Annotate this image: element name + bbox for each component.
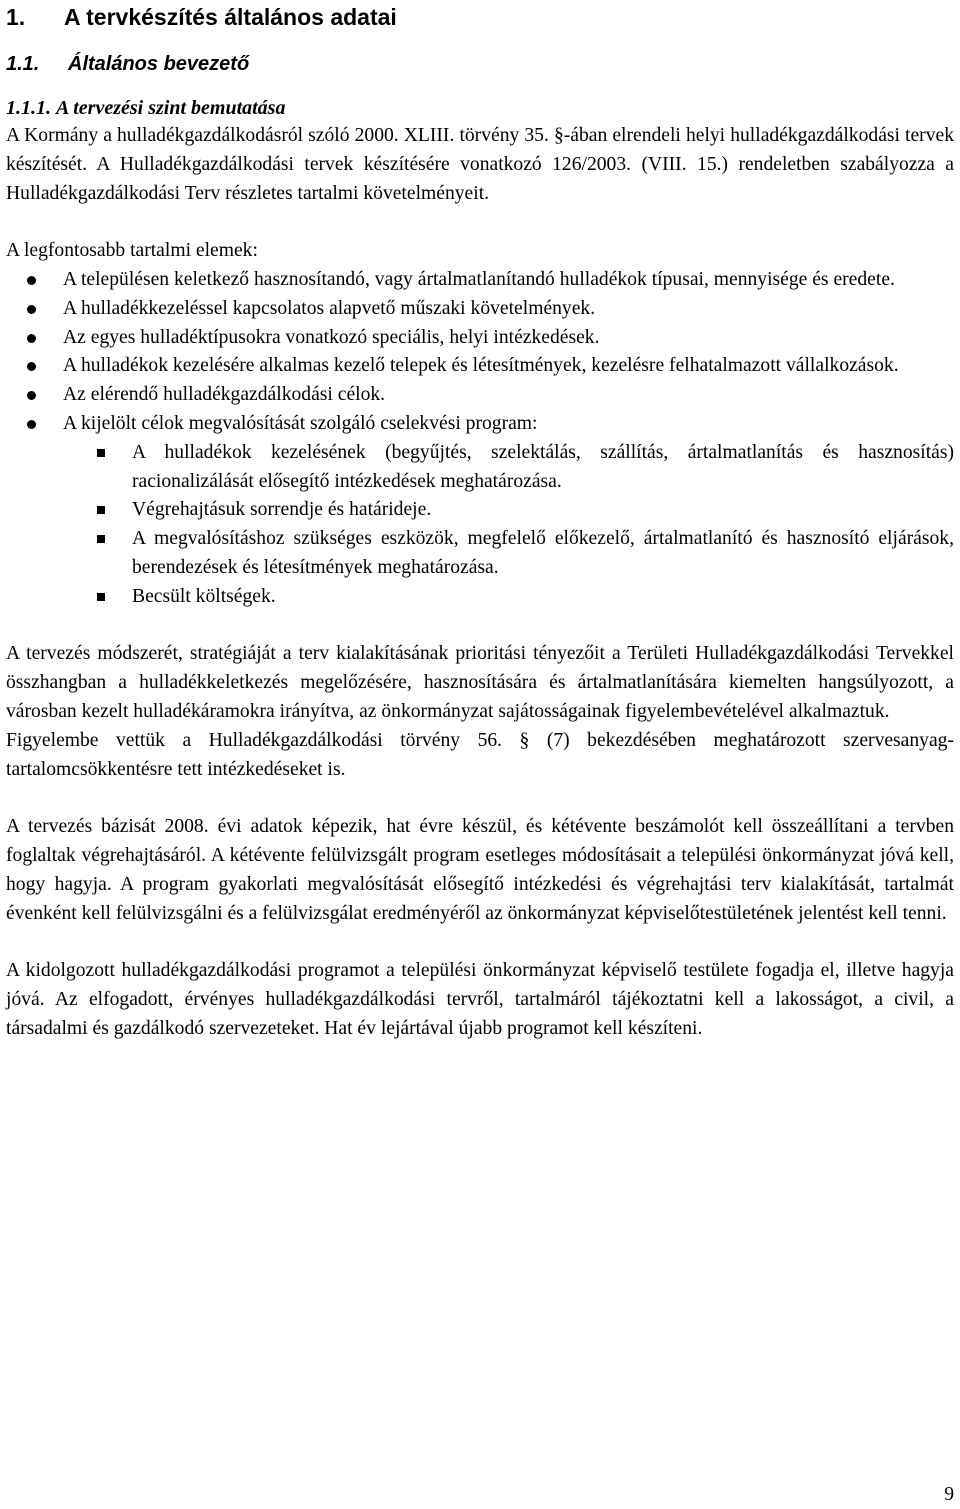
sublist-item — [6, 583, 954, 612]
square-bullet-icon — [97, 593, 105, 601]
sublist-item — [6, 496, 954, 525]
heading-level-2 — [6, 50, 954, 78]
heading-3-text: A tervezési szint bemutatása — [56, 97, 286, 119]
bullet-icon — [27, 305, 36, 314]
bullet-icon — [27, 420, 36, 429]
bullet-icon — [27, 334, 36, 343]
methodology-paragraph: A tervezés módszerét, stratégiáját a terv kialakításának prioritási tényezőit a Területi Hulladékgazdálkodási Tervekkel összhangban a hulladékkeletkezés megelőzésére, hasznosítására és ártalmatlanítására kiemelten hangsúlyozott, a városban kezelt hulladékáramokra irányítva, az önkormányzat sajátosságainak figyelembevételével alkalmaztuk. — [6, 643, 954, 722]
list-item-text: A hulladékok kezelésére alkalmas kezelő telepek és létesítmények, kezelésre felhatalmazott vállalkozások. — [63, 355, 899, 377]
planning-base-paragraph: A tervezés bázisát 2008. évi adatok képezik, hat évre készül, és kétévente beszámolót kell összeállítani a tervben foglaltak végrehajtásáról. A kétévente felülvizsgált program esetleges módosításait a települési önkormányzat jóvá kell, hogy hagyja. A program gyakorlati megvalósítását elősegítő intézkedési és végrehajtási terv kialakítását, tartalmát évenként kell felülvizsgálni és a felülvizsgálat eredményéről az önkormányzat képviselőtestületének jelentést kell tenni. — [6, 816, 954, 924]
heading-1-text: A tervkészítés általános adatai — [64, 4, 397, 30]
list-item-text: A kijelölt célok megvalósítását szolgáló cselekvési program: — [63, 412, 538, 434]
list-item-text: Az egyes hulladéktípusokra vonatkozó speciális, helyi intézkedések. — [63, 326, 600, 348]
list-item — [6, 266, 954, 295]
content-elements-list — [6, 266, 954, 612]
list-item — [6, 381, 954, 410]
bullet-icon — [27, 362, 36, 371]
heading-2-text: Általános bevezető — [68, 53, 250, 75]
list-item — [6, 410, 954, 612]
heading-1-number: 1. — [6, 4, 26, 30]
sublist-item-text: Becsült költségek. — [132, 585, 276, 607]
bullet-icon — [27, 391, 36, 400]
bullet-icon — [27, 276, 36, 285]
square-bullet-icon — [97, 506, 105, 514]
sublist-item-text: A megvalósításhoz szükséges eszközök, megfelelő előkezelő, ártalmatlanító és hasznosító eljárások, berendezések és létesítmények meghatározása. — [132, 528, 954, 578]
heading-3-number: 1.1.1. — [6, 97, 51, 119]
list-item-text: A hulladékkezeléssel kapcsolatos alapvető műszaki követelmények. — [63, 297, 596, 319]
approval-paragraph: A kidolgozott hulladékgazdálkodási programot a települési önkormányzat képviselő testülete fogadja el, illetve hagyja jóvá. Az elfogadott, érvényes hulladékgazdálkodási tervről, tartalmáról tájékoztatni kell a lakosságot, a civil, a társadalmi és gazdálkodó szervezeteket. Hat év lejártával újabb programot kell készíteni. — [6, 960, 954, 1039]
document-page — [6, 0, 954, 1044]
action-program-sublist — [6, 439, 954, 612]
heading-2-number: 1.1. — [6, 53, 40, 75]
sublist-item-text: Végrehajtásuk sorrendje és határideje. — [132, 499, 432, 521]
heading-level-1 — [6, 2, 954, 32]
list-item — [6, 295, 954, 324]
heading-level-3 — [6, 95, 954, 122]
list-item — [6, 352, 954, 381]
sublist-item — [6, 439, 954, 497]
intro-paragraph: A Kormány a hulladékgazdálkodásról szóló 2000. XLIII. törvény 35. §-ában elrendeli helyi hulladékgazdálkodási tervek készítését. A Hulladékgazdálkodási tervek készítésére vonatkozó 126/2003. (VIII. 15.) rendeletben szabályozza a Hulladékgazdálkodási Terv részletes tartalmi követelményeit. — [6, 125, 954, 204]
sublist-item-text: A hulladékok kezelésének (begyűjtés, szelektálás, szállítás, ártalmatlanítás és hasznosítás) racionalizálását elősegítő intézkedések meghatározása. — [132, 441, 954, 492]
list-item-text: Az elérendő hulladékgazdálkodási célok. — [63, 384, 386, 406]
list-intro: A legfontosabb tartalmi elemek: — [6, 240, 258, 262]
page-number: 9 — [944, 1484, 954, 1505]
square-bullet-icon — [97, 449, 105, 457]
list-item — [6, 324, 954, 353]
square-bullet-icon — [97, 535, 105, 543]
list-item-text: A településen keletkező hasznosítandó, vagy ártalmatlanítandó hulladékok típusai, mennyisége és eredete. — [63, 268, 895, 290]
sublist-item — [6, 525, 954, 583]
organic-matter-paragraph: Figyelembe vettük a Hulladékgazdálkodási törvény 56. § (7) bekezdésében meghatározott szervesanyag-tartalomcsökkentésre tett intézkedéseket is. — [6, 729, 954, 780]
